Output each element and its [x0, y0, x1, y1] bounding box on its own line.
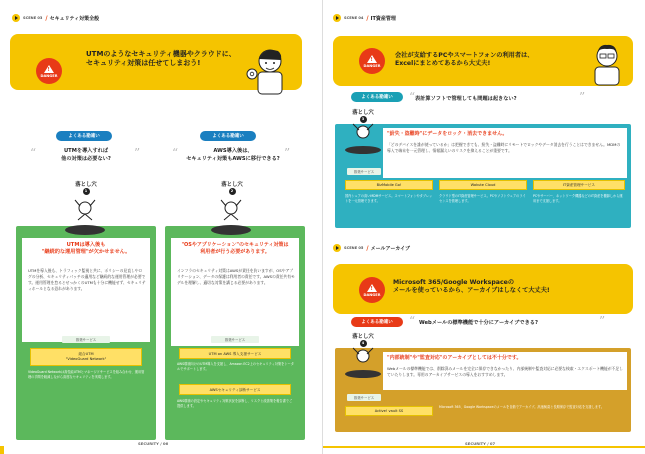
- pitfall-body-4: Webメールの標準機能では、削除済みメールを完全に保存できなかったり、内部統制や監査対応に必要な検索・エクスポート機能が不足していたりします。専用のアーカイブサービスの導入をおすすめします。: [387, 366, 623, 377]
- service-box[interactable]: Active! vault SS: [345, 406, 433, 416]
- pitfall-number: 1: [83, 188, 90, 195]
- pitfall-label-1: [66, 180, 106, 195]
- corner-accent: [0, 446, 4, 454]
- service-box[interactable]: 総合UTM "VideoGuard Network": [30, 348, 142, 366]
- falling-person-illustration: [206, 196, 256, 236]
- misconception-pill: よくある勘違い: [200, 131, 256, 141]
- play-icon: [333, 14, 341, 22]
- service-box[interactable]: Wakute Cloud: [439, 180, 527, 190]
- scene-headline: [395, 52, 575, 69]
- question-3: 表計算ソフトで管理しても問題は起きない?: [415, 96, 517, 102]
- falling-person-illustration: [341, 120, 385, 156]
- question-1: UTMを導入すれば 他の対策は必要ない?: [61, 148, 111, 162]
- scene-headline: [393, 279, 593, 296]
- pitfall-body-3: 「どのデバイスを誰が使っているか」は把握できても、紛失・盗難時にリモートでロックやデータ消去を行うことはできません。MDMの導入で端末を一元管理し、情報漏えいのリスクを抑えることが重要です。: [387, 142, 621, 153]
- slash-icon: /: [366, 244, 369, 252]
- scene-tag: [333, 244, 410, 252]
- pitfall-body-1: UTMを導入後も、トラフィック監視と共に、ポリシーの見直しやログの分析、セキュリティパッチの適用など継続的な運用管理が必要です。運用管理を怠るとせっかくのUTMも十分に機能せず、セキュリティホールとなる恐れがあります。: [28, 268, 146, 291]
- misconception-pill: よくある勘違い: [351, 92, 403, 102]
- headline-line-2: メールを使っているから、アーカイブはしなくて大丈夫!: [393, 287, 550, 295]
- headline-line-1: Microsoft 365/Google Workspaceの: [393, 279, 515, 286]
- pitfall-text: 落とし穴: [75, 182, 97, 188]
- pitfall-heading-2: "OSやアプリケーション"のセキュリティ対策は 利用者が行う必要があります。: [181, 242, 289, 255]
- close-quote-icon: ”: [579, 90, 586, 104]
- service-box[interactable]: UTM on AWS 導入支援サービス: [179, 348, 291, 359]
- open-quote-icon: “: [172, 146, 179, 160]
- scene-number: SCENE 04: [344, 16, 364, 20]
- play-icon: [333, 244, 341, 252]
- slash-icon: /: [366, 14, 369, 22]
- service-note: 国内シェアの高いMDMサービス。スマートフォンやタブレットを一元管理できます。: [345, 194, 433, 203]
- service-note: PCやサーバー、ネットワーク機器などのIT資産を棚卸しから運用まで支援します。: [533, 194, 623, 203]
- service-label: 推奨サービス: [347, 168, 381, 175]
- question-4: Webメールの標準機能で十分にアーカイブできる?: [419, 320, 539, 326]
- slash-icon: /: [45, 14, 48, 22]
- close-quote-icon: ”: [599, 314, 606, 328]
- danger-label: DANGER: [363, 63, 381, 68]
- service-label: 推奨サービス: [62, 336, 110, 343]
- headline-line-2: セキュリティ対策は任せてしまおう!: [86, 59, 201, 68]
- play-icon: [12, 14, 20, 22]
- open-quote-icon: “: [30, 146, 37, 160]
- headline-line-1: UTMのようなセキュリティ機器やクラウドに、: [86, 50, 236, 58]
- person-illustration: [585, 40, 629, 86]
- bottom-accent-line: [323, 446, 645, 448]
- service-note: クラウド型のIT資産管理サービス。PCやソフトウェアのライセンスを管理します。: [439, 194, 526, 203]
- person-ok-illustration: [246, 44, 296, 96]
- pitfall-body-2: インフラのセキュリティ対策はAWSが責任を負いますが、OSやアプリケーション、データの保護は利用者の責任です。AWSの責任共有モデルを理解し、適切な対策を講じる必要があります。: [177, 268, 295, 285]
- page-footer: SECURITY / 07: [465, 441, 496, 446]
- service-note: Microsoft 365、Google Workspaceのメールを自動でアーカイブ。高速検索と長期保存で監査対応を支援します。: [439, 405, 605, 409]
- headline-line-2: Excelにまとめてあるから大丈夫!: [395, 60, 491, 68]
- warning-icon: [44, 65, 54, 73]
- service-note: VideoGuard Networkは高性能UTMとマネージドサービスを組み合わせ、運用管理の手間を軽減しながら高度なセキュリティを実現します。: [28, 370, 145, 379]
- danger-label: DANGER: [363, 292, 381, 297]
- close-quote-icon: ”: [134, 146, 141, 160]
- close-quote-icon: ”: [284, 146, 291, 160]
- falling-person-illustration: [60, 196, 110, 236]
- danger-badge: [359, 277, 385, 303]
- falling-person-illustration: [341, 344, 385, 380]
- pitfall-text: 落とし穴: [352, 110, 374, 116]
- service-box[interactable]: BizMobile Go!: [345, 180, 433, 190]
- scene-title: IT資産管理: [370, 15, 396, 22]
- page-footer: SECURITY / 06: [138, 441, 169, 446]
- danger-badge: [359, 48, 385, 74]
- pitfall-text: 落とし穴: [221, 182, 243, 188]
- open-quote-icon: “: [409, 314, 416, 328]
- service-label: 推奨サービス: [347, 394, 381, 401]
- misconception-pill: よくある勘違い: [56, 131, 112, 141]
- service-box[interactable]: AWSセキュリティ診断サービス: [179, 384, 291, 395]
- service-note: AWS環境の設定やセキュリティ対策状況を診断し、リスクと改善策を報告書でご提供します。: [177, 399, 293, 408]
- danger-label: DANGER: [40, 73, 58, 78]
- scene-title: メールアーカイブ: [370, 245, 410, 252]
- pitfall-text: 落とし穴: [352, 334, 374, 340]
- pitfall-label-2: [212, 180, 252, 195]
- scene-number: SCENE 03: [23, 16, 43, 20]
- pitfall-number: 2: [229, 188, 236, 195]
- service-box[interactable]: IT資産管理サービス: [533, 180, 625, 190]
- pitfall-number: 4: [360, 340, 367, 347]
- warning-icon: [367, 284, 377, 292]
- pitfall-heading-1: UTMは導入後も "継続的な運用管理"が欠かせません。: [41, 242, 131, 256]
- question-2: AWS導入後は、 セキュリティ対策もAWSに移行できる?: [186, 148, 280, 162]
- scene-title: セキュリティ対策全般: [49, 15, 100, 22]
- scene-tag: [333, 14, 396, 22]
- left-page: [0, 0, 322, 454]
- misconception-pill: よくある勘違い: [351, 317, 403, 327]
- warning-icon: [367, 55, 377, 63]
- danger-badge: [36, 58, 62, 84]
- headline-line-1: 会社が支給するPCやスマートフォンの利用者は、: [395, 52, 534, 59]
- service-note: AWS環境向けのUTM導入を支援し、Amazon EC2上のセキュリティ対策をトータルでサポートします。: [177, 362, 294, 371]
- open-quote-icon: “: [409, 90, 416, 104]
- scene-number: SCENE 05: [344, 246, 364, 250]
- pitfall-number: 3: [360, 116, 367, 123]
- page-headline: [86, 50, 256, 69]
- service-label: 推奨サービス: [211, 336, 259, 343]
- scene-tag: [12, 14, 99, 22]
- right-page: [323, 0, 645, 454]
- pitfall-heading-4: "内部統制"や"監査対応"のアーカイブとしては不十分です。: [387, 355, 522, 361]
- pitfall-heading-3: "紛失・盗難時"にデータをロック・消去できません。: [387, 131, 508, 137]
